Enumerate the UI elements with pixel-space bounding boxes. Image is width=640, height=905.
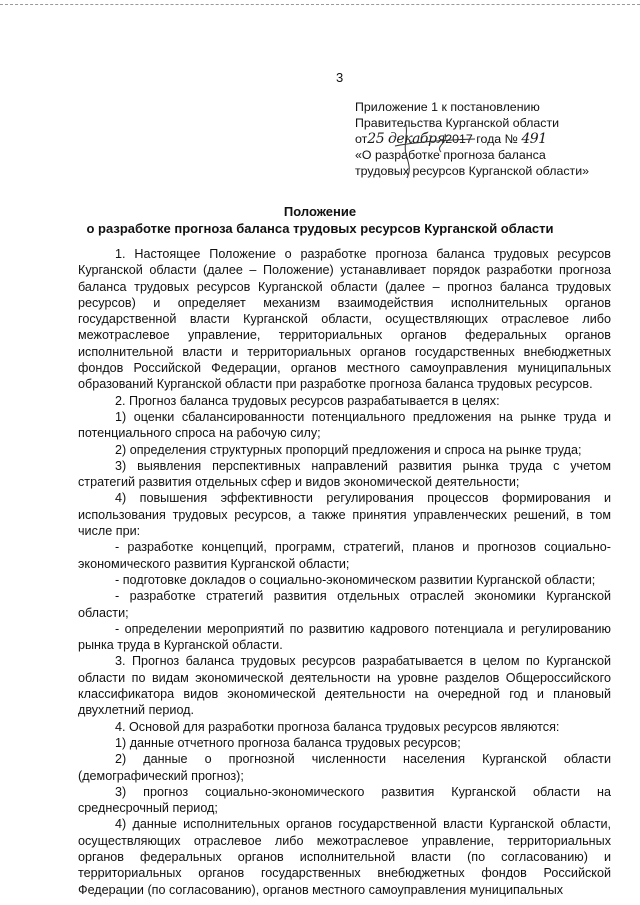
paragraph: 3) прогноз социально-экономического развития Курганской области на среднесрочный период; xyxy=(78,784,611,816)
paragraph: - определении мероприятий по развитию кадрового потенциала и регулированию рынка труда в Курганской области. xyxy=(78,621,611,653)
appendix-line-1: Приложение 1 к постановлению xyxy=(355,100,540,114)
signature-scribble xyxy=(375,112,485,182)
paragraph: 2. Прогноз баланса трудовых ресурсов разрабатывается в целях: xyxy=(115,393,500,408)
paragraph: 2) определения структурных пропорций предложения и спроса на рынке труда; xyxy=(115,442,582,457)
paragraph: - подготовке докладов о социально-экономическом развитии Курганской области; xyxy=(115,572,596,587)
appendix-line-5: трудовых ресурсов Курганской области» xyxy=(355,164,590,178)
paragraph: 4) данные исполнительных органов государственной власти Курганской области, осуществляющих отраслевое либо межотраслевое управление, территориальных органов федеральных органов исполнительной власти (по согласованию) и территориальных органов государственных внебюджетных фондов Российской Федерации (по согласованию), органов местного самоуправления муниципальных xyxy=(78,817,611,897)
paragraph: 1) оценки сбалансированности потенциального предложения на рынке труда и потенциального спроса на рабочую силу; xyxy=(78,409,611,441)
paragraph: 1. Настоящее Положение о разработке прогноза баланса трудовых ресурсов Курганской области (далее – Положение) устанавливает порядок разработки прогноза баланса трудовых ресурсов Курганской области (далее – прогноз баланса трудовых ресурсов) и определяет механизм взаимодействия исполнительных органов государственной власти Курганской области, осуществляющих отраслевое либо межотраслевое управление, территориальных органов федеральных органов исполнительной власти и территориальных органов государственных внебюджетных фондов Российской Федерации, органов местного самоуправления муниципальных образований Курганской области при разработке прогноза баланса трудовых ресурсов. xyxy=(78,247,611,392)
title-line-1: Положение xyxy=(283,204,357,219)
appendix-line-2: Правительства Курганской области xyxy=(355,116,560,130)
document-title xyxy=(0,203,640,237)
appendix-line-4: «О разработке прогноза баланса xyxy=(355,148,546,162)
paragraph: - разработке стратегий развития отдельных отраслей экономики Курганской области; xyxy=(78,589,611,620)
appendix-date-suffix: 2017 года № xyxy=(445,132,518,146)
paragraph: 1) данные отчетного прогноза баланса трудовых ресурсов; xyxy=(115,735,461,750)
paragraph: - разработке концепций, программ, стратегий, планов и прогнозов социально-экономического развития Курганской области; xyxy=(78,540,611,571)
paragraph: 4. Основой для разработки прогноза баланса трудовых ресурсов являются: xyxy=(115,719,560,734)
scan-top-edge xyxy=(0,4,640,5)
title-line-2: о разработке прогноза баланса трудовых ресурсов Курганской области xyxy=(86,221,554,236)
appendix-date-prefix: от xyxy=(355,132,368,146)
handwritten-date: 25 декабря xyxy=(367,131,446,147)
paragraph: 3. Прогноз баланса трудовых ресурсов разрабатывается в целом по Курганской области по видам экономической деятельности на уровне разделов Общероссийского классификатора видов экономической деятельности на очередной год и плановый двухлетний период. xyxy=(78,654,611,718)
paragraph: 3) выявления перспективных направлений развития рынка труда с учетом стратегий развития отдельных сфер и видов экономической деятельности; xyxy=(78,458,611,490)
page-number: 3 xyxy=(336,70,344,85)
paragraph: 2) данные о прогнозной численности населения Курганской области (демографический прогноз); xyxy=(78,752,611,783)
handwritten-number: 491 xyxy=(521,131,547,147)
document-body xyxy=(78,246,611,898)
paragraph: 4) повышения эффективности регулирования процессов формирования и использования трудовых ресурсов, а также принятия управленческих решений, в том числе при: xyxy=(78,491,611,539)
